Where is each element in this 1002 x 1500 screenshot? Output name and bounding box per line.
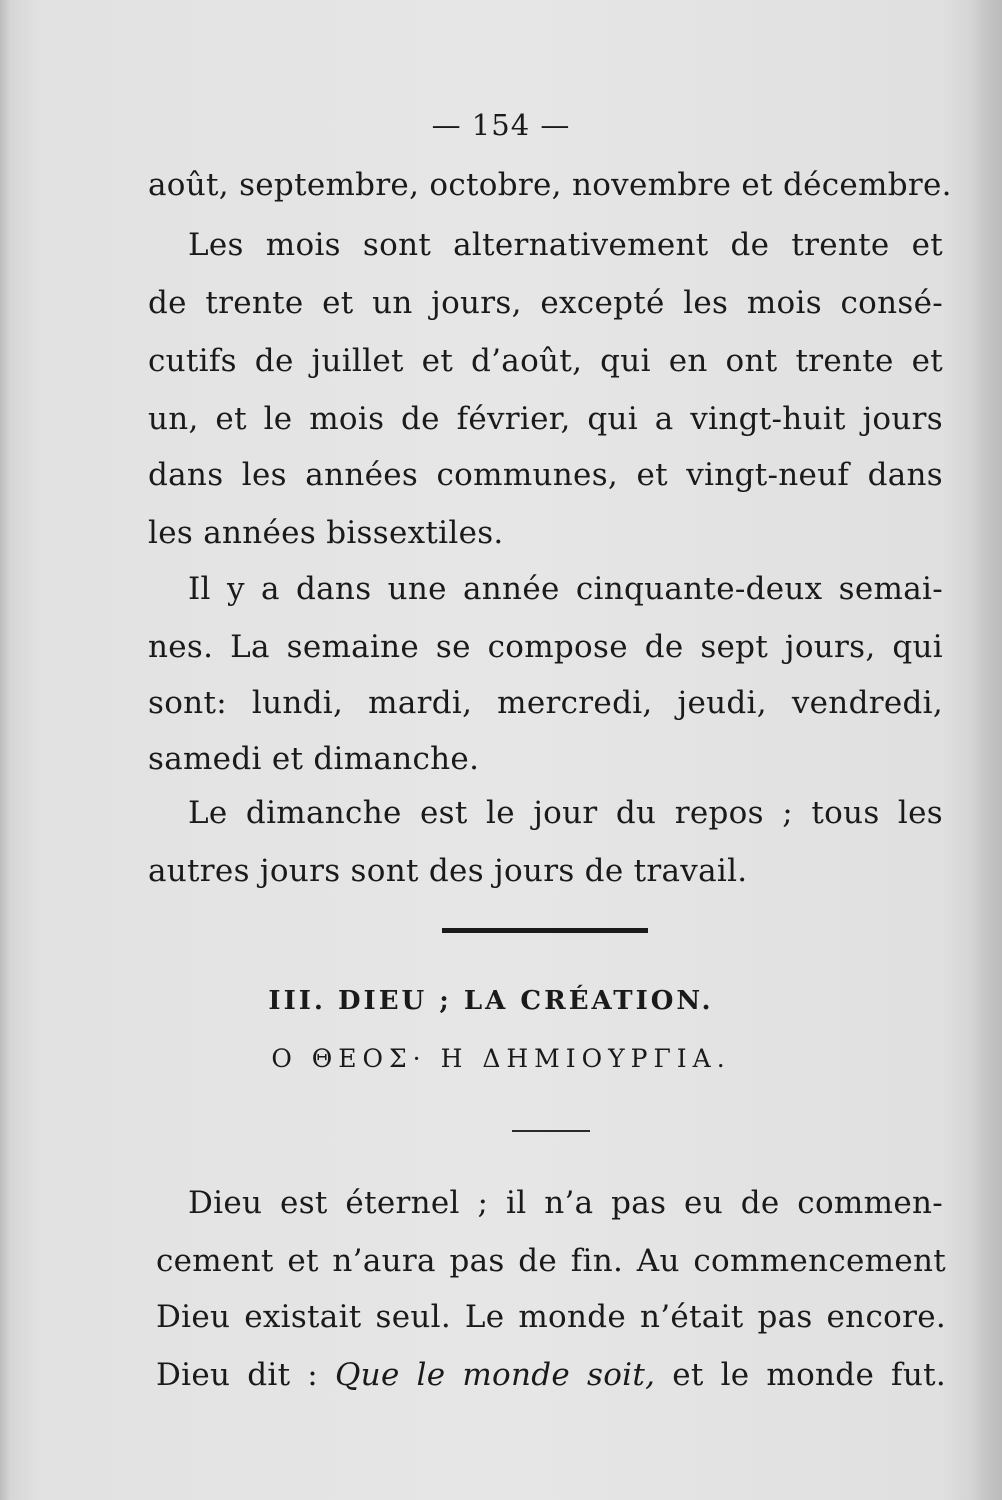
text-line: Les mois sont alternativement de trente et (188, 227, 943, 263)
text-line: de trente et un jours, excepté les mois consé- (148, 285, 943, 321)
text-line-with-italic (156, 1356, 946, 1394)
text-line: Le dimanche est le jour du repos ; tous les (188, 795, 943, 831)
text-line: sont: lundi, mardi, mercredi, jeudi, vendredi, (148, 685, 943, 721)
text-line: un, et le mois de février, qui a vingt-huit jours (148, 401, 943, 437)
text-line: nes. La semaine se compose de sept jours, qui (148, 629, 943, 665)
text-line: dans les années communes, et vingt-neuf dans (148, 457, 943, 493)
page-right-edge (972, 0, 1002, 1500)
text-line: les années bissextiles. (148, 515, 504, 551)
text-line: autres jours sont des jours de travail. (148, 853, 748, 889)
text-segment: Dieu dit : (156, 1357, 335, 1393)
text-line: samedi et dimanche. (148, 741, 480, 777)
text-line: cement et n’aura pas de fin. Au commencement (156, 1243, 946, 1279)
section-divider-rule (442, 928, 648, 933)
page-left-edge (0, 0, 10, 1500)
text-line: Dieu est éternel ; il n’a pas eu de commen- (188, 1185, 943, 1221)
short-rule (512, 1130, 590, 1132)
section-title-greek: Ο ΘΕΟΣ· Η ΔΗΜΙΟΥΡΓΙΑ. (271, 1044, 731, 1073)
text-line: août, septembre, octobre, novembre et décembre. (148, 167, 952, 203)
text-line: Dieu existait seul. Le monde n’était pas encore. (156, 1299, 946, 1335)
text-segment: et le monde fut. (655, 1357, 946, 1393)
page-number: — 154 — (431, 108, 571, 142)
text-line: Il y a dans une année cinquante-deux semai- (188, 571, 943, 607)
text-line: cutifs de juillet et d’août, qui en ont trente et (148, 343, 943, 379)
section-title-french: III. DIEU ; LA CRÉATION. (268, 986, 714, 1016)
italic-quote: Que le monde soit, (334, 1357, 656, 1393)
